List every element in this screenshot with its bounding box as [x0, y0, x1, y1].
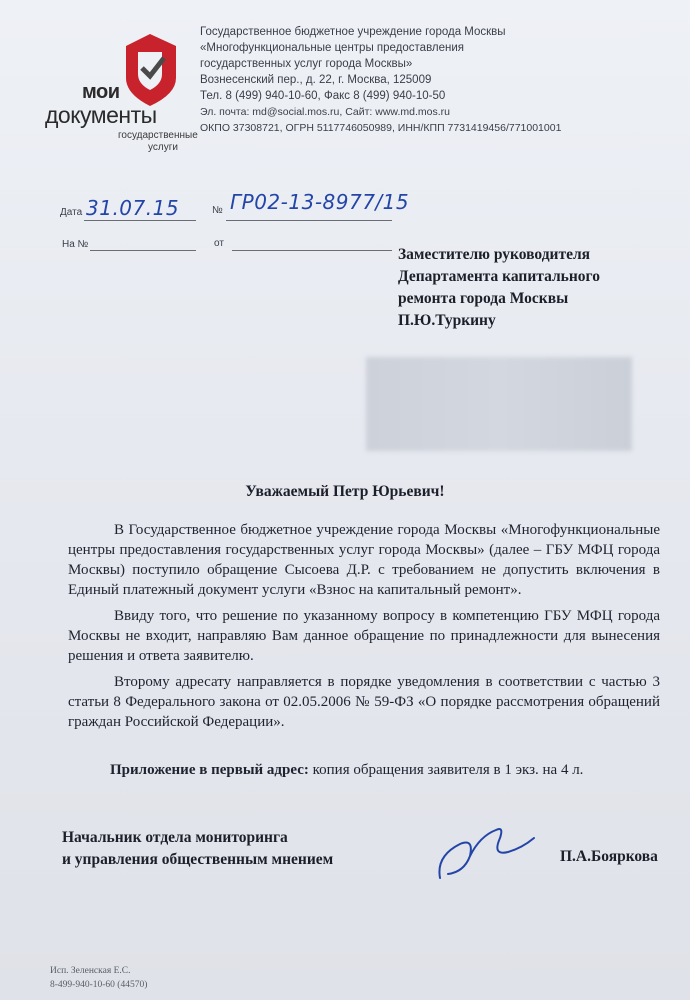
appendix-label: Приложение в первый адрес: [110, 762, 309, 778]
greeting: Уважаемый Петр Юрьевич! [245, 483, 445, 500]
from-label: от [214, 238, 224, 249]
org-requisites: ОКПО 37308721, ОГРН 5117746050989, ИНН/КПП 7731419456/771001001 [200, 122, 562, 134]
handwritten-signature-icon [430, 816, 550, 886]
org-line: государственных услуг города Москвы» [200, 58, 413, 70]
organization-header [200, 24, 670, 136]
addressee-line: Заместителю руководителя [398, 246, 591, 263]
logo-text-gosudarstvennye: государственные [118, 130, 198, 141]
number-underline [226, 220, 392, 221]
body-paragraph: В Государственное бюджетное учреждение города Москвы «Многофункциональные центры предоставления государственных услуг города Москвы» (далее – ГБУ МФЦ города Москвы) поступило обращение Сысоева Д.Р. с требованием не допустить включения в Единый платежный документ услуги «Взнос на капитальный ремонт». [68, 522, 660, 598]
appendix [110, 762, 670, 779]
reply-underline [90, 250, 196, 251]
body-paragraph: Второму адресату направляется в порядке уведомления в соответствии с частью 3 статьи 8 Федерального закона от 02.05.2006 № 59-ФЗ «О порядке рассмотрения обращений граждан Российской Федерации». [68, 674, 660, 730]
body-paragraph: Ввиду того, что решение по указанному вопросу в компетенцию ГБУ МФЦ города Москвы не входит, направляю Вам данное обращение по принадлежности для вынесения решения и ответа заявителю. [68, 608, 660, 664]
org-phone: Тел. 8 (499) 940-10-60, Факс 8 (499) 940-10-50 [200, 90, 446, 102]
date-label: Дата [60, 207, 83, 218]
number-value: ГР02-13-8977/15 [230, 190, 410, 214]
executor-name: Исп. Зеленская Е.С. [50, 966, 131, 976]
addressee-block [398, 244, 678, 332]
appendix-text: копия обращения заявителя в 1 экз. на 4 л. [308, 762, 584, 778]
date-underline [84, 220, 196, 221]
reply-label: На № [62, 239, 89, 250]
addressee-name: П.Ю.Туркину [398, 312, 496, 329]
addressee-line: ремонта города Москвы [398, 290, 569, 307]
logo-text-dokumenty: документы [45, 102, 157, 128]
org-line: Государственное бюджетное учреждение города Москвы [200, 26, 506, 38]
addressee-line: Департамента капитального [398, 268, 600, 285]
org-address: Вознесенский пер., д. 22, г. Москва, 125009 [200, 74, 432, 86]
signatory-title-line: Начальник отдела мониторинга [62, 829, 288, 846]
org-line: «Многофункциональные центры предоставления [200, 42, 465, 54]
org-email: Эл. почта: md@social.mos.ru, Сайт: www.md.mos.ru [200, 106, 450, 118]
signatory-title-line: и управления общественным мнением [62, 851, 334, 868]
logo-text-uslugi: услуги [148, 142, 178, 153]
date-value: 31.07.15 [86, 196, 180, 220]
letter-body [68, 520, 660, 732]
executor-footer [50, 964, 147, 992]
logo-text-moi: мои [82, 81, 120, 103]
from-underline [232, 250, 392, 251]
signatory-title [62, 827, 392, 871]
redacted-area [366, 357, 632, 451]
number-label: № [212, 205, 223, 216]
signatory-name: П.А.Бояркова [560, 848, 658, 865]
executor-phone: 8-499-940-10-60 (44570) [50, 980, 148, 990]
